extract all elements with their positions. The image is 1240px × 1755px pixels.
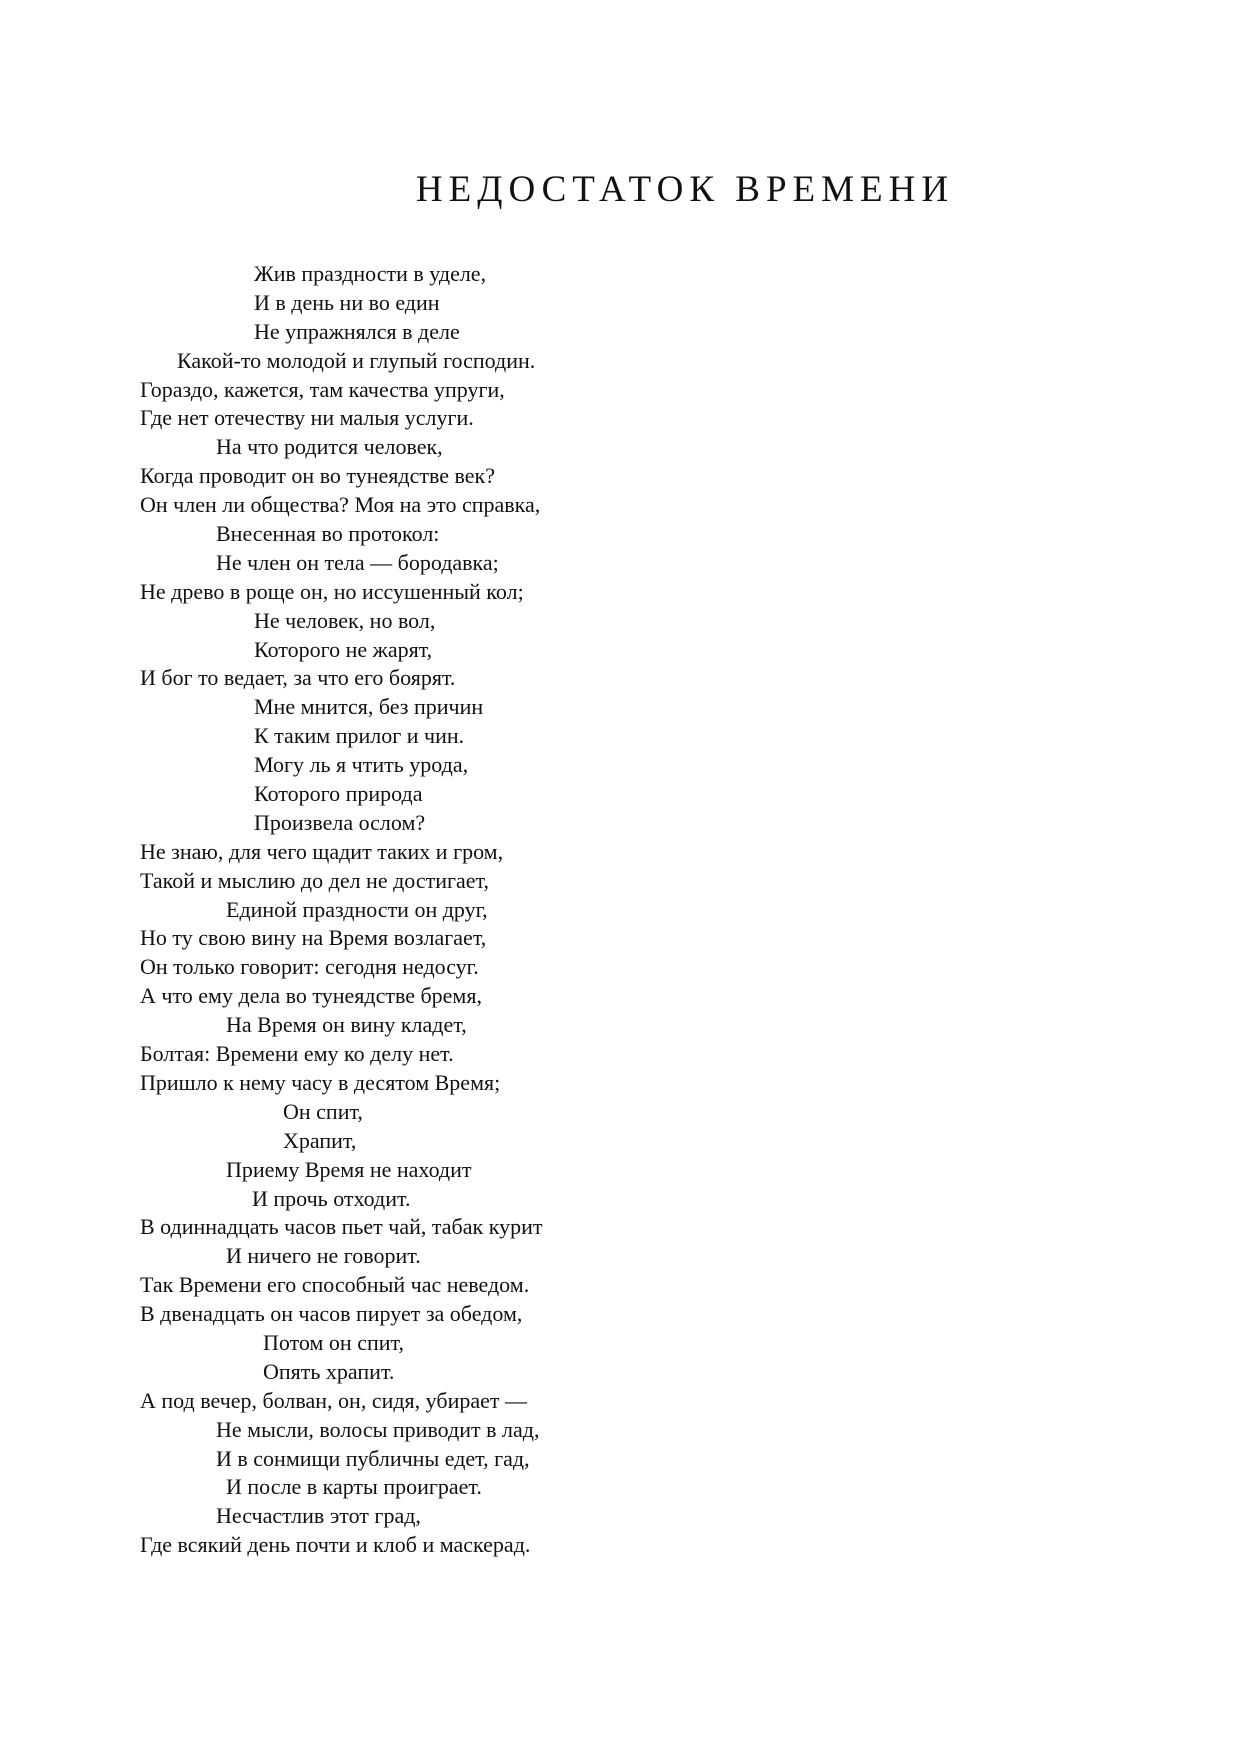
- poem-line: Не человек, но вол,: [254, 607, 436, 633]
- poem-line: Он член ли общества? Моя на это справка,: [140, 492, 541, 518]
- poem-line: Так Времени его способный час неведом.: [140, 1272, 530, 1298]
- poem-line: Не знаю, для чего щадит таких и гром,: [140, 838, 504, 864]
- poem-line: Произвела ослом?: [254, 809, 426, 835]
- poem-line: К таким прилог и чин.: [254, 723, 465, 749]
- poem-line: Потом он спит,: [263, 1329, 404, 1355]
- poem-line: А что ему дела во тунеядстве бремя,: [140, 983, 482, 1009]
- poem-line: Гораздо, кажется, там качества упруги,: [140, 376, 505, 402]
- poem-line: Где всякий день почти и клоб и маскерад.: [140, 1532, 531, 1558]
- poem-line: Болтая: Времени ему ко делу нет.: [140, 1041, 454, 1067]
- poem-line: Какой-то молодой и глупый господин.: [177, 347, 536, 373]
- poem-line: Которого природа: [254, 781, 423, 807]
- poem-line: На Время он вину кладет,: [226, 1012, 467, 1038]
- poem-line: И после в карты проиграет.: [226, 1474, 482, 1500]
- poem-body: [140, 260, 542, 1560]
- poem-line: Внесенная во протокол:: [216, 521, 440, 547]
- poem-line: Храпит,: [283, 1127, 357, 1153]
- poem-line: Такой и мыслию до дел не достигает,: [140, 867, 490, 893]
- poem-line: Могу ль я чтить урода,: [254, 752, 469, 778]
- poem-line: Где нет отечеству ни малыя услуги.: [140, 405, 474, 431]
- poem-line: Которого не жарят,: [254, 636, 433, 662]
- poem-line: Жив праздности в уделе,: [254, 261, 487, 286]
- poem-line: Не член он тела — бородавка;: [216, 549, 499, 575]
- poem-line: Приему Время не находит: [226, 1156, 472, 1182]
- poem-line: И прочь отходит.: [252, 1185, 411, 1211]
- poem-line: Несчастлив этот град,: [216, 1503, 421, 1529]
- poem-line: Мне мнится, без причин: [254, 694, 484, 720]
- poem-line: И в сонмищи публичны едет, гад,: [216, 1445, 530, 1471]
- poem-line: Он спит,: [283, 1098, 363, 1124]
- poem-line: И в день ни во един: [254, 289, 440, 315]
- poem-line: Единой праздности он друг,: [226, 896, 488, 922]
- poem-line: На что родится человек,: [216, 434, 443, 460]
- poem-title: НЕДОСТАТОК ВРЕМЕНИ: [415, 169, 955, 210]
- poem-line: Когда проводит он во тунеядстве век?: [140, 463, 495, 489]
- poem-line: Он только говорит: сегодня недосуг.: [140, 954, 479, 980]
- poem-line: А под вечер, болван, он, сидя, убирает —: [140, 1387, 527, 1413]
- poem-line: В одиннадцать часов пьет чай, табак курит: [140, 1214, 543, 1240]
- poem-line: Опять храпит.: [263, 1358, 395, 1384]
- poem-line: И бог то ведает, за что его боярят.: [140, 665, 456, 691]
- poem-line: Не древо в роще он, но иссушенный кол;: [140, 578, 524, 604]
- poem-line: И ничего не говорит.: [226, 1243, 421, 1269]
- poem-line: Но ту свою вину на Время возлагает,: [140, 925, 487, 951]
- poem-line: Пришло к нему часу в десятом Время;: [140, 1069, 501, 1095]
- poem-line: Не мысли, волосы приводит в лад,: [216, 1416, 540, 1442]
- poem-line: В двенадцать он часов пирует за обедом,: [140, 1301, 523, 1327]
- poem-line: Не упражнялся в деле: [254, 318, 460, 344]
